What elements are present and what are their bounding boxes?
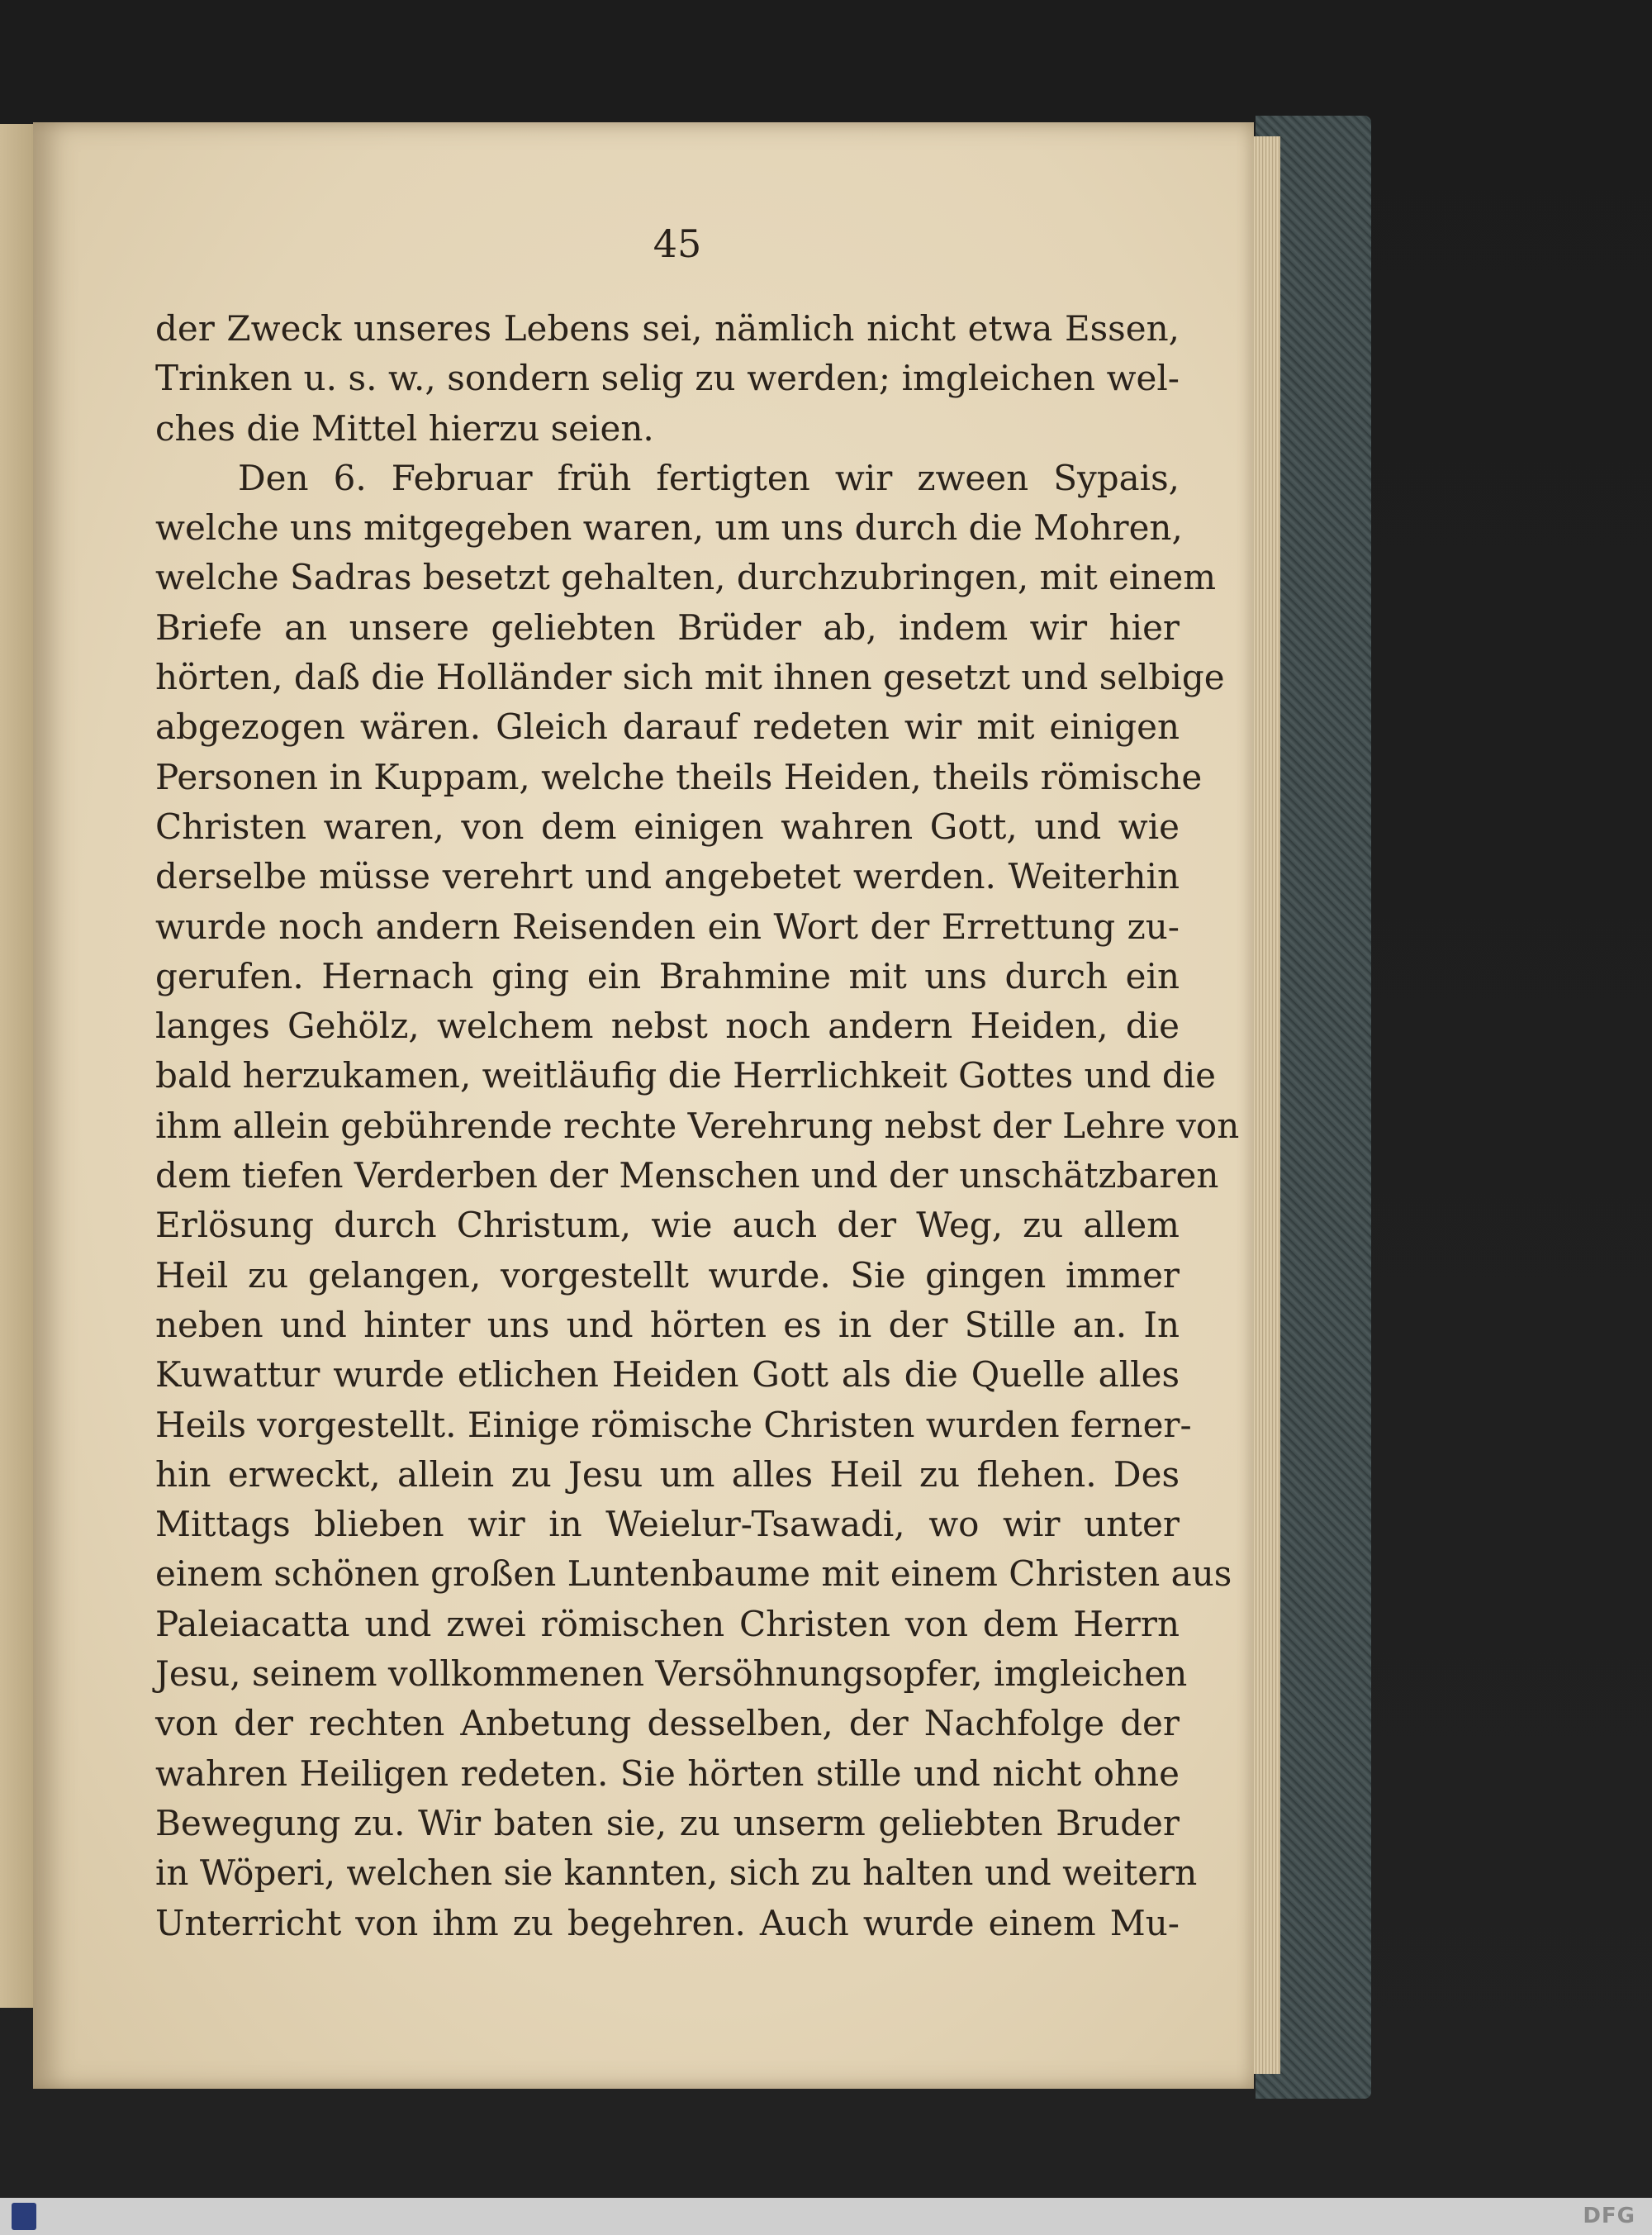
text-line: in Wöperi, welchen sie kannten, sich zu halten und weitern [155, 1852, 1198, 1894]
text-line: Mittags blieben wir in Weielur-Tsawadi, wo wir unter [155, 1504, 1180, 1545]
text-line: hörten, daß die Holländer sich mit ihnen gesetzt und selbige [155, 657, 1225, 698]
text-line: langes Gehölz, welchem nebst noch andern Heiden, die [155, 1006, 1180, 1047]
page-number: 45 [653, 221, 702, 266]
text-line: Personen in Kuppam, welche theils Heiden, theils römische [155, 756, 1203, 797]
text-line: gerufen. Hernach ging ein Brahmine mit uns durch ein [155, 955, 1180, 996]
text-line: von der rechten Anbetung desselben, der Nachfolge der [155, 1703, 1180, 1744]
dfg-logo: DFG [1583, 2204, 1635, 2228]
text-line: Christen waren, von dem einigen wahren Gott, und wie [155, 806, 1180, 847]
text-line: wahren Heiligen redeten. Sie hörten stille und nicht ohne [155, 1752, 1180, 1794]
text-line: welche uns mitgegeben waren, um uns durch die Mohren, [155, 507, 1183, 549]
library-logo-icon [12, 2203, 36, 2230]
body-text [155, 304, 1240, 1948]
text-line: Heils vorgestellt. Einige römische Christen wurden ferner- [155, 1404, 1192, 1445]
text-line: abgezogen wären. Gleich darauf redeten wir mit einigen [155, 706, 1180, 748]
text-line: welche Sadras besetzt gehalten, durchzubringen, mit einem [155, 557, 1217, 598]
text-line: Bewegung zu. Wir baten sie, zu unserm geliebten Bruder [155, 1802, 1180, 1843]
text-line: Heil zu gelangen, vorgestellt wurde. Sie gingen immer [155, 1254, 1180, 1296]
text-line: derselbe müsse verehrt und angebetet werden. Weiterhin [155, 856, 1180, 897]
text-line: hin erweckt, allein zu Jesu um alles Heil zu flehen. Des [155, 1453, 1180, 1495]
text-line: Trinken u. s. w., sondern selig zu werden; imgleichen wel- [155, 358, 1180, 399]
text-line: Kuwattur wurde etlichen Heiden Gott als die Quelle alles [155, 1354, 1180, 1396]
text-line: einem schönen großen Luntenbaume mit einem Christen aus [155, 1553, 1232, 1595]
text-line: Paleiacatta und zwei römischen Christen von dem Herrn [155, 1603, 1180, 1644]
viewer-footer-bar [0, 2198, 1652, 2235]
text-line: Den 6. Februar früh fertigten wir zween Sypais, [238, 457, 1180, 498]
text-line: Briefe an unsere geliebten Brüder ab, indem wir hier [155, 606, 1180, 648]
text-line: der Zweck unseres Lebens sei, nämlich nicht etwa Essen, [155, 308, 1180, 349]
text-line: Unterricht von ihm zu begehren. Auch wurde einem Mu- [155, 1902, 1180, 1943]
text-line: ches die Mittel hierzu seien. [155, 407, 654, 449]
text-line: dem tiefen Verderben der Menschen und der unschätzbaren [155, 1155, 1219, 1196]
text-line: Erlösung durch Christum, wie auch der Weg, zu allem [155, 1205, 1180, 1246]
text-line: bald herzukamen, weitläufig die Herrlichkeit Gottes und die [155, 1055, 1216, 1096]
text-line: wurde noch andern Reisenden ein Wort der Errettung zu- [155, 906, 1180, 947]
text-line: ihm allein gebührende rechte Verehrung nebst der Lehre von [155, 1105, 1240, 1146]
text-line: neben und hinter uns und hörten es in der Stille an. In [155, 1304, 1180, 1345]
book-page [33, 122, 1254, 2089]
text-line: Jesu, seinem vollkommenen Versöhnungsopfer, imgleichen [155, 1653, 1188, 1695]
